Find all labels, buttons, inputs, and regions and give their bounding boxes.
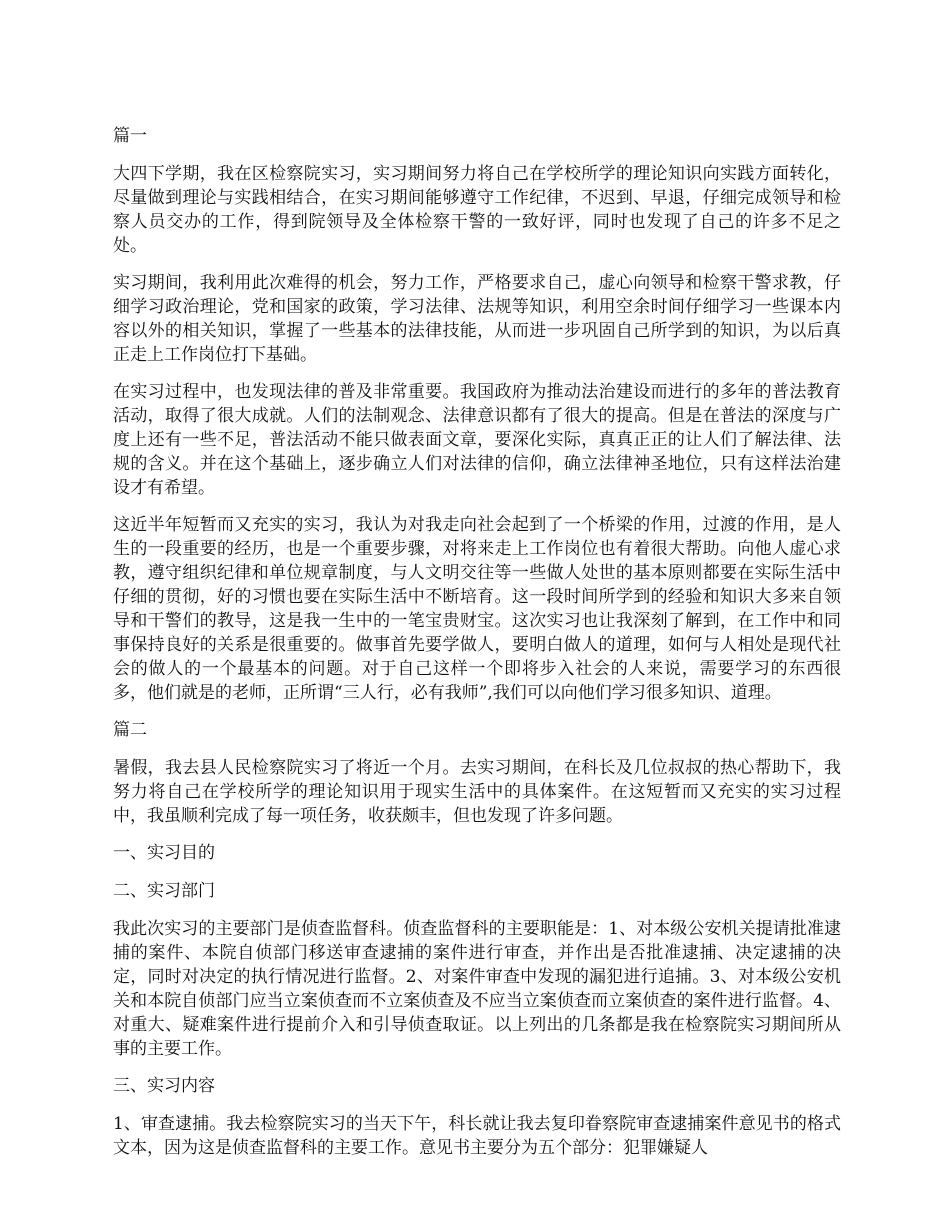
subheading-department: 二、实习部门 — [113, 881, 215, 901]
paragraph-5: 暑假，我去县人民检察院实习了将近一个月。去实习期间，在科长及几位叔叔的热心帮助下，我努力将自己在学校所学的理论知识用于现实生活中的具体案件。在这短暂而又充实的实习过程中，我虽顺利完成了每一项任务，收获颇丰，但也发现了许多问题。 — [113, 758, 841, 826]
subheading-purpose: 一、实习目的 — [113, 843, 215, 863]
paragraph-4: 这近半年短暂而又充实的实习，我认为对我走向社会起到了一个桥梁的作用，过渡的作用，是人生的一段重要的经历，也是一个重要步骤，对将来走上工作岗位也有着很大帮助。向他人虚心求教，遵守组织纪律和单位规章制度，与人文明交往等一些做人处世的基本原则都要在实际生活中仔细的贯彻，好的习惯也要在实际生活中不断培育。这一段时间所学到的经验和知识大多来自领导和干警们的教导，这是我一生中的一笔宝贵财宝。这次实习也让我深刻了解到，在工作中和同事保持良好的关系是很重要的。做事首先要学做人，要明白做人的道理，如何与人相处是现代社会的做人的一个最基本的问题。对于自己这样一个即将步入社会的人来说，需要学习的东西很多，他们就是的老师，正所谓“三人行，必有我师”,我们可以向他们学习很多知识、道理。 — [113, 515, 841, 703]
section-title-2: 篇二 — [113, 720, 147, 740]
paragraph-7: 1、审查逮捕。我去检察院实习的当天下午，科长就让我去复印眷察院审查逮捕案件意见书的格式文本，因为这是侦查监督科的主要工作。意见书主要分为五个部分：犯罪嫌疑人 — [113, 1114, 841, 1158]
paragraph-1: 大四下学期，我在区检察院实习，实习期间努力将自己在学校所学的理论知识向实践方面转化，尽量做到理论与实践相结合，在实习期间能够遵守工作纪律，不迟到、早退，仔细完成领导和检察人员交办的工作，得到院领导及全体检察干警的一致好评，同时也发现了自己的许多不足之处。 — [113, 164, 841, 256]
paragraph-2: 实习期间，我利用此次难得的机会，努力工作，严格要求自己，虚心向领导和检察干警求教，仔细学习政治理论，党和国家的政策，学习法律、法规等知识，利用空余时间仔细学习一些课本内容以外的相关知识，掌握了一些基本的法律技能，从而进一步巩固自己所学到的知识，为以后真正走上工作岗位打下基础。 — [113, 273, 841, 365]
paragraph-6: 我此次实习的主要部门是侦查监督科。侦查监督科的主要职能是：1、对本级公安机关提请批准逮捕的案件、本院自侦部门移送审查逮捕的案件进行审查，并作出是否批准逮捕、决定逮捕的决定，同时对决定的执行情况进行监督。2、对案件审查中发现的漏犯进行追捕。3、对本级公安机关和本院自侦部门应当立案侦查而不立案侦查及不应当立案侦查而立案侦查的案件进行监督。4、对重大、疑难案件进行提前介入和引导侦查取证。以上列出的几条都是我在检察院实习期间所从事的主要工作。 — [113, 919, 841, 1059]
subheading-content: 三、实习内容 — [113, 1076, 215, 1096]
paragraph-3: 在实习过程中，也发现法律的普及非常重要。我国政府为推动法治建设而进行的多年的普法教育活动，取得了很大成就。人们的法制观念、法律意识都有了很大的提高。但是在普法的深度与广度上还有一些不足，普法活动不能只做表面文章，要深化实际，真真正正的让人们了解法律、法规的含义。并在这个基础上，逐步确立人们对法律的信仰，确立法律神圣地位，只有这样法治建设才有希望。 — [113, 382, 841, 498]
section-title-1: 篇一 — [113, 126, 147, 146]
document-body — [113, 124, 841, 1173]
